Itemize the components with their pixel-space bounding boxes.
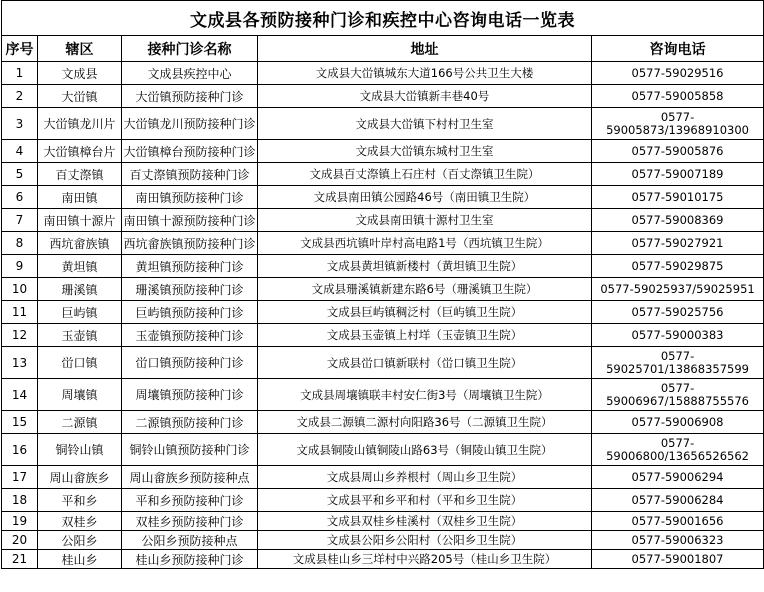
cell-district: 二源镇	[38, 411, 122, 434]
table-row	[2, 347, 764, 379]
cell-seq: 8	[2, 232, 38, 255]
cell-address: 文成县公阳乡公阳村（公阳乡卫生院）	[258, 531, 592, 550]
cell-clinic-name: 峃口镇预防接种门诊	[122, 347, 258, 379]
cell-district: 大峃镇樟台片	[38, 140, 122, 163]
cell-clinic-name: 珊溪镇预防接种门诊	[122, 278, 258, 301]
cell-phone: 0577-59006284	[592, 489, 764, 512]
cell-clinic-name: 南田镇十源预防接种门诊	[122, 209, 258, 232]
cell-seq: 19	[2, 512, 38, 531]
cell-district: 百丈漈镇	[38, 163, 122, 186]
table-body	[2, 62, 764, 569]
cell-district: 公阳乡	[38, 531, 122, 550]
cell-seq: 18	[2, 489, 38, 512]
cell-phone: 0577-59006294	[592, 466, 764, 489]
table-row	[2, 255, 764, 278]
cell-clinic-name: 大峃镇预防接种门诊	[122, 85, 258, 108]
cell-clinic-name: 巨屿镇预防接种门诊	[122, 301, 258, 324]
cell-clinic-name: 周山畲族乡预防接种点	[122, 466, 258, 489]
cell-phone: 0577-59005873/13968910300	[592, 108, 764, 140]
cell-address: 文成县大峃镇城东大道166号公共卫生大楼	[258, 62, 592, 85]
cell-district: 珊溪镇	[38, 278, 122, 301]
cell-address: 文成县西坑镇叶岸村高电路1号（西坑镇卫生院）	[258, 232, 592, 255]
cell-seq: 13	[2, 347, 38, 379]
cell-address: 文成县峃口镇新联村（峃口镇卫生院）	[258, 347, 592, 379]
cell-seq: 20	[2, 531, 38, 550]
cell-seq: 15	[2, 411, 38, 434]
cell-district: 铜铃山镇	[38, 434, 122, 466]
table-row	[2, 140, 764, 163]
table-row	[2, 466, 764, 489]
header-address: 地址	[258, 36, 592, 62]
cell-clinic-name: 玉壶镇预防接种门诊	[122, 324, 258, 347]
table-row	[2, 324, 764, 347]
cell-seq: 10	[2, 278, 38, 301]
cell-district: 峃口镇	[38, 347, 122, 379]
table-row	[2, 301, 764, 324]
cell-seq: 9	[2, 255, 38, 278]
cell-address: 文成县南田镇公园路46号（南田镇卫生院）	[258, 186, 592, 209]
cell-district: 黄坦镇	[38, 255, 122, 278]
table-row	[2, 108, 764, 140]
cell-address: 文成县大峃镇东城村卫生室	[258, 140, 592, 163]
cell-phone: 0577-59006967/15888755576	[592, 379, 764, 411]
cell-phone: 0577-59029516	[592, 62, 764, 85]
cell-district: 玉壶镇	[38, 324, 122, 347]
table-row	[2, 232, 764, 255]
table-row	[2, 209, 764, 232]
cell-district: 周壤镇	[38, 379, 122, 411]
cell-seq: 3	[2, 108, 38, 140]
cell-address: 文成县周山乡养根村（周山乡卫生院）	[258, 466, 592, 489]
cell-district: 文成县	[38, 62, 122, 85]
cell-phone: 0577-59007189	[592, 163, 764, 186]
cell-phone: 0577-59005876	[592, 140, 764, 163]
cell-address: 文成县二源镇二源村向阳路36号（二源镇卫生院）	[258, 411, 592, 434]
cell-clinic-name: 双桂乡预防接种门诊	[122, 512, 258, 531]
cell-address: 文成县南田镇十源村卫生室	[258, 209, 592, 232]
cell-phone: 0577-59000383	[592, 324, 764, 347]
table-row	[2, 550, 764, 569]
cell-clinic-name: 桂山乡预防接种门诊	[122, 550, 258, 569]
cell-address: 文成县玉壶镇上村垟（玉壶镇卫生院）	[258, 324, 592, 347]
cell-clinic-name: 大峃镇龙川预防接种门诊	[122, 108, 258, 140]
cell-seq: 21	[2, 550, 38, 569]
cell-phone: 0577-59001807	[592, 550, 764, 569]
cell-district: 巨屿镇	[38, 301, 122, 324]
cell-phone: 0577-59027921	[592, 232, 764, 255]
cell-address: 文成县双桂乡桂溪村（双桂乡卫生院）	[258, 512, 592, 531]
table-row	[2, 434, 764, 466]
cell-seq: 17	[2, 466, 38, 489]
table-row	[2, 379, 764, 411]
cell-phone: 0577-59025701/13868357599	[592, 347, 764, 379]
cell-address: 文成县平和乡平和村（平和乡卫生院）	[258, 489, 592, 512]
cell-district: 南田镇十源片	[38, 209, 122, 232]
cell-seq: 2	[2, 85, 38, 108]
cell-phone: 0577-59001656	[592, 512, 764, 531]
cell-address: 文成县周壤镇联丰村安仁街3号（周壤镇卫生院）	[258, 379, 592, 411]
cell-clinic-name: 南田镇预防接种门诊	[122, 186, 258, 209]
header-seq: 序号	[2, 36, 38, 62]
cell-address: 文成县黄坦镇新楼村（黄坦镇卫生院）	[258, 255, 592, 278]
cell-clinic-name: 大峃镇樟台预防接种门诊	[122, 140, 258, 163]
header-phone: 咨询电话	[592, 36, 764, 62]
cell-clinic-name: 西坑畲族镇预防接种门诊	[122, 232, 258, 255]
cell-clinic-name: 周壤镇预防接种门诊	[122, 379, 258, 411]
cell-seq: 16	[2, 434, 38, 466]
table-row	[2, 531, 764, 550]
table-row	[2, 186, 764, 209]
cell-seq: 11	[2, 301, 38, 324]
cell-seq: 4	[2, 140, 38, 163]
cell-seq: 6	[2, 186, 38, 209]
cell-phone: 0577-59029875	[592, 255, 764, 278]
table-row	[2, 512, 764, 531]
table-row	[2, 163, 764, 186]
cell-clinic-name: 平和乡预防接种门诊	[122, 489, 258, 512]
table-row	[2, 62, 764, 85]
cell-district: 双桂乡	[38, 512, 122, 531]
cell-phone: 0577-59010175	[592, 186, 764, 209]
cell-phone: 0577-59025756	[592, 301, 764, 324]
table-row	[2, 85, 764, 108]
cell-seq: 1	[2, 62, 38, 85]
cell-phone: 0577-59005858	[592, 85, 764, 108]
cell-clinic-name: 百丈漈镇预防接种门诊	[122, 163, 258, 186]
header-clinic-name: 接种门诊名称	[122, 36, 258, 62]
cell-address: 文成县大峃镇下村村卫生室	[258, 108, 592, 140]
cell-phone: 0577-59025937/59025951	[592, 278, 764, 301]
cell-address: 文成县大峃镇新丰巷40号	[258, 85, 592, 108]
cell-clinic-name: 黄坦镇预防接种门诊	[122, 255, 258, 278]
cell-address: 文成县桂山乡三垟村中兴路205号（桂山乡卫生院）	[258, 550, 592, 569]
cell-seq: 7	[2, 209, 38, 232]
cell-phone: 0577-59008369	[592, 209, 764, 232]
cell-address: 文成县百丈漈镇上石庄村（百丈漈镇卫生院）	[258, 163, 592, 186]
cell-district: 大峃镇龙川片	[38, 108, 122, 140]
table-row	[2, 278, 764, 301]
cell-address: 文成县巨屿镇稠泛村（巨屿镇卫生院）	[258, 301, 592, 324]
table-row	[2, 411, 764, 434]
cell-district: 西坑畲族镇	[38, 232, 122, 255]
cell-phone: 0577-59006323	[592, 531, 764, 550]
cell-district: 平和乡	[38, 489, 122, 512]
cell-clinic-name: 二源镇预防接种门诊	[122, 411, 258, 434]
cell-district: 南田镇	[38, 186, 122, 209]
cell-district: 周山畲族乡	[38, 466, 122, 489]
cell-phone: 0577-59006908	[592, 411, 764, 434]
cell-seq: 12	[2, 324, 38, 347]
header-district: 辖区	[38, 36, 122, 62]
cell-district: 大峃镇	[38, 85, 122, 108]
table-title: 文成县各预防接种门诊和疾控中心咨询电话一览表	[2, 1, 764, 36]
cell-clinic-name: 文成县疾控中心	[122, 62, 258, 85]
header-row	[2, 36, 764, 62]
clinic-contact-table	[1, 0, 764, 569]
cell-clinic-name: 铜铃山镇预防接种门诊	[122, 434, 258, 466]
cell-district: 桂山乡	[38, 550, 122, 569]
cell-address: 文成县珊溪镇新建东路6号（珊溪镇卫生院）	[258, 278, 592, 301]
cell-phone: 0577-59006800/13656526562	[592, 434, 764, 466]
cell-seq: 14	[2, 379, 38, 411]
cell-clinic-name: 公阳乡预防接种点	[122, 531, 258, 550]
table-row	[2, 489, 764, 512]
cell-seq: 5	[2, 163, 38, 186]
cell-address: 文成县铜陵山镇铜陵山路63号（铜陵山镇卫生院）	[258, 434, 592, 466]
